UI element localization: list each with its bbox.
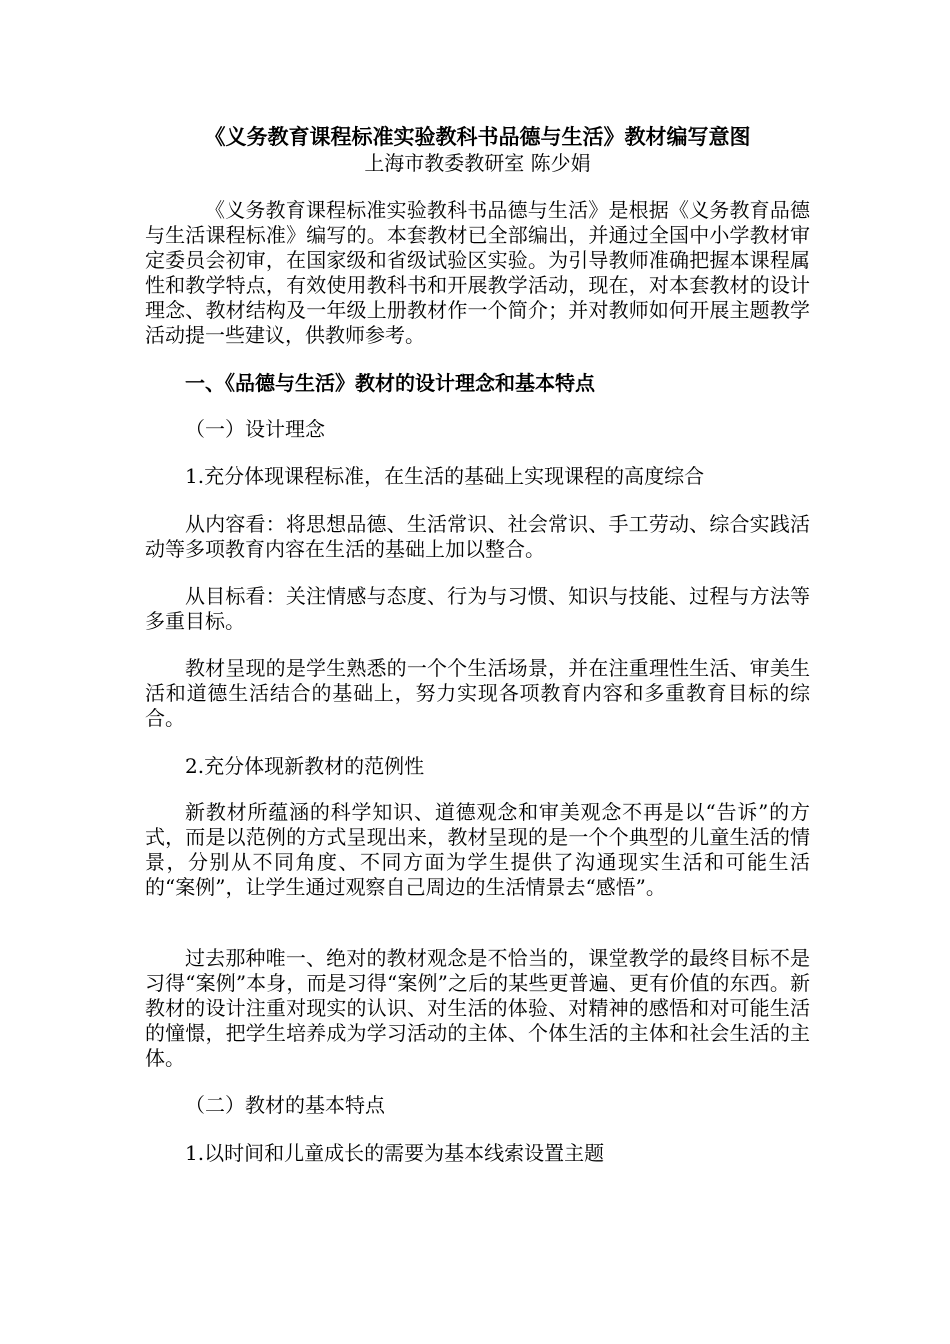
paragraph-content-view: 从内容看：将思想品德、生活常识、社会常识、手工劳动、综合实践活动等多项教育内容在生活的基础上加以整合。 — [145, 512, 810, 561]
paragraph-past-concept: 过去那种唯一、绝对的教材观念是不恰当的，课堂教学的最终目标不是习得“案例”本身，而是习得“案例”之后的某些更普遍、更有价值的东西。新教材的设计注重对现实的认识、对生活的体验、对精神的感悟和对可能生活的憧憬，把学生培养成为学习活动的主体、个体生活的主体和社会生活的主体。 — [145, 946, 810, 1070]
author-line: 上海市教委教研室 陈少娟 — [364, 151, 591, 175]
subsection-heading-features: （二）教材的基本特点 — [185, 1093, 385, 1117]
document-title: 《义务教育课程标准实验教科书品德与生活》教材编写意图 — [204, 124, 751, 149]
paragraph-exemplar: 新教材所蕴涵的科学知识、道德观念和审美观念不再是以“告诉”的方式，而是以范例的方式呈现出来，教材呈现的是一个个典型的儿童生活的情景，分别从不同角度、不同方面为学生提供了沟通现实生活和可能生活的“案例”，让学生通过观察自己周边的生活情景去“感悟”。 — [145, 800, 810, 899]
item-heading-curriculum: 1.充分体现课程标准，在生活的基础上实现课程的高度综合 — [185, 464, 705, 488]
subsection-heading-design: （一）设计理念 — [185, 417, 325, 441]
section-heading-1: 一、《品德与生活》教材的设计理念和基本特点 — [185, 371, 595, 395]
paragraph-goal-view: 从目标看：关注情感与态度、行为与习惯、知识与技能、过程与方法等多重目标。 — [145, 584, 810, 633]
item-heading-themes: 1.以时间和儿童成长的需要为基本线索设置主题 — [185, 1141, 605, 1165]
paragraph-life-scenes: 教材呈现的是学生熟悉的一个个生活场景，并在注重理性生活、审美生活和道德生活结合的基础上，努力实现各项教育内容和多重教育目标的综合。 — [145, 656, 810, 730]
intro-paragraph: 《义务教育课程标准实验教科书品德与生活》是根据《义务教育品德与生活课程标准》编写的。本套教材已全部编出，并通过全国中小学教材审定委员会初审，在国家级和省级试验区实验。为引导教师准确把握本课程属性和教学特点，有效使用教科书和开展教学活动，现在，对本套教材的设计理念、教材结构及一年级上册教材作一个简介；并对教师如何开展主题教学活动提一些建议，供教师参考。 — [145, 198, 810, 347]
item-heading-exemplar: 2.充分体现新教材的范例性 — [185, 754, 425, 778]
